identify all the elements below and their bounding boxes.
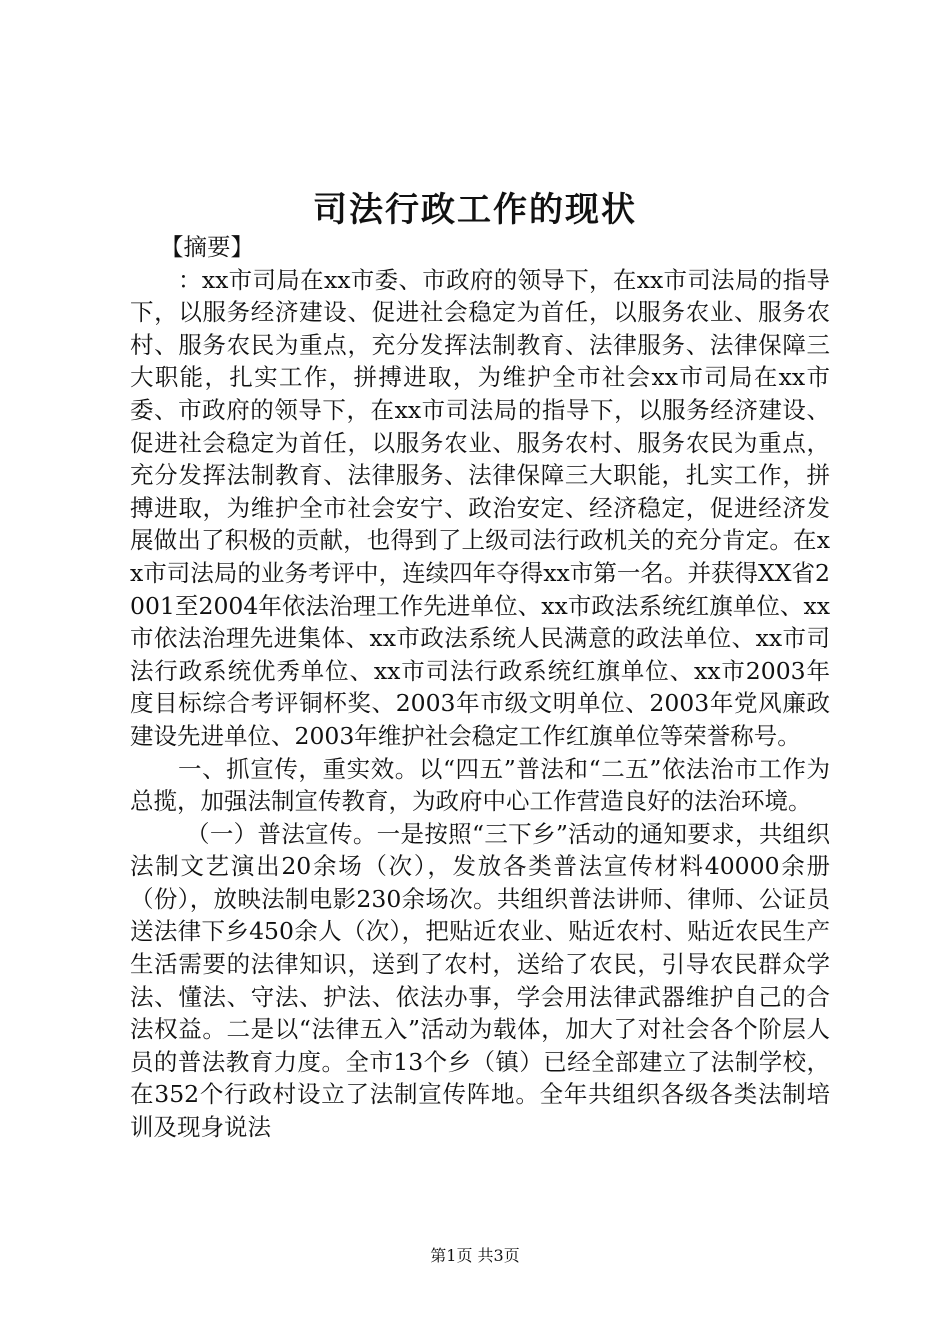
document-title: 司法行政工作的现状 [313,190,637,230]
paragraph-subsection-1: （一）普法宣传。一是按照“三下乡”活动的通知要求，共组织法制文艺演出20余场（次），发放各类普法宣传材料40000余册（份），放映法制电影230余场次。共组织普法讲师、律师、公证员送法律下乡450余人（次），把贴近农业、贴近农村、贴近农民生产生活需要的法律知识，送到了农村，送给了农民，引导农民群众学法、懂法、守法、护法、依法办事，学会用法律武器维护自己的合法权益。二是以“法律五入”活动为载体，加大了对社会各个阶层人员的普法教育力度。全市13个乡（镇）已经全部建立了法制学校，在352个行政村设立了法制宣传阵地。全年共组织各级各类法制培训及现身说法 [130,819,830,1142]
paragraph-section-1: 一、抓宣传，重实效。以“四五”普法和“二五”依法治市工作为总揽，加强法制宣传教育，为政府中心工作营造良好的法治环境。 [130,754,830,816]
page-footer: 第1页 共3页 [430,1246,520,1265]
abstract-heading: 【摘要】 [160,233,254,261]
document-body [130,231,830,1144]
paragraph-abstract: ：xx市司局在xx市委、市政府的领导下，在xx市司法局的指导下，以服务经济建设、促进社会稳定为首任，以服务农业、服务农村、服务农民为重点，充分发挥法制教育、法律服务、法律保障三大职能，扎实工作，拼搏进取，为维护全市社会xx市司局在xx市委、市政府的领导下，在xx市司法局的指导下，以服务经济建设、促进社会稳定为首任，以服务农业、服务农村、服务农民为重点，充分发挥法制教育、法律服务、法律保障三大职能，扎实工作，拼搏进取，为维护全市社会安宁、政治安定、经济稳定，促进经济发展做出了积极的贡献，也得到了上级司法行政机关的充分肯定。在xx市司法局的业务考评中，连续四年夺得xx市第一名。并获得XX省2001至2004年依法治理工作先进单位、xx市政法系统红旗单位、xx市依法治理先进集体、xx市政法系统人民满意的政法单位、xx市司法行政系统优秀单位、xx市司法行政系统红旗单位、xx市2003年度目标综合考评铜杯奖、2003年市级文明单位、2003年党风廉政建设先进单位、2003年维护社会稳定工作红旗单位等荣誉称号。 [130,265,830,750]
